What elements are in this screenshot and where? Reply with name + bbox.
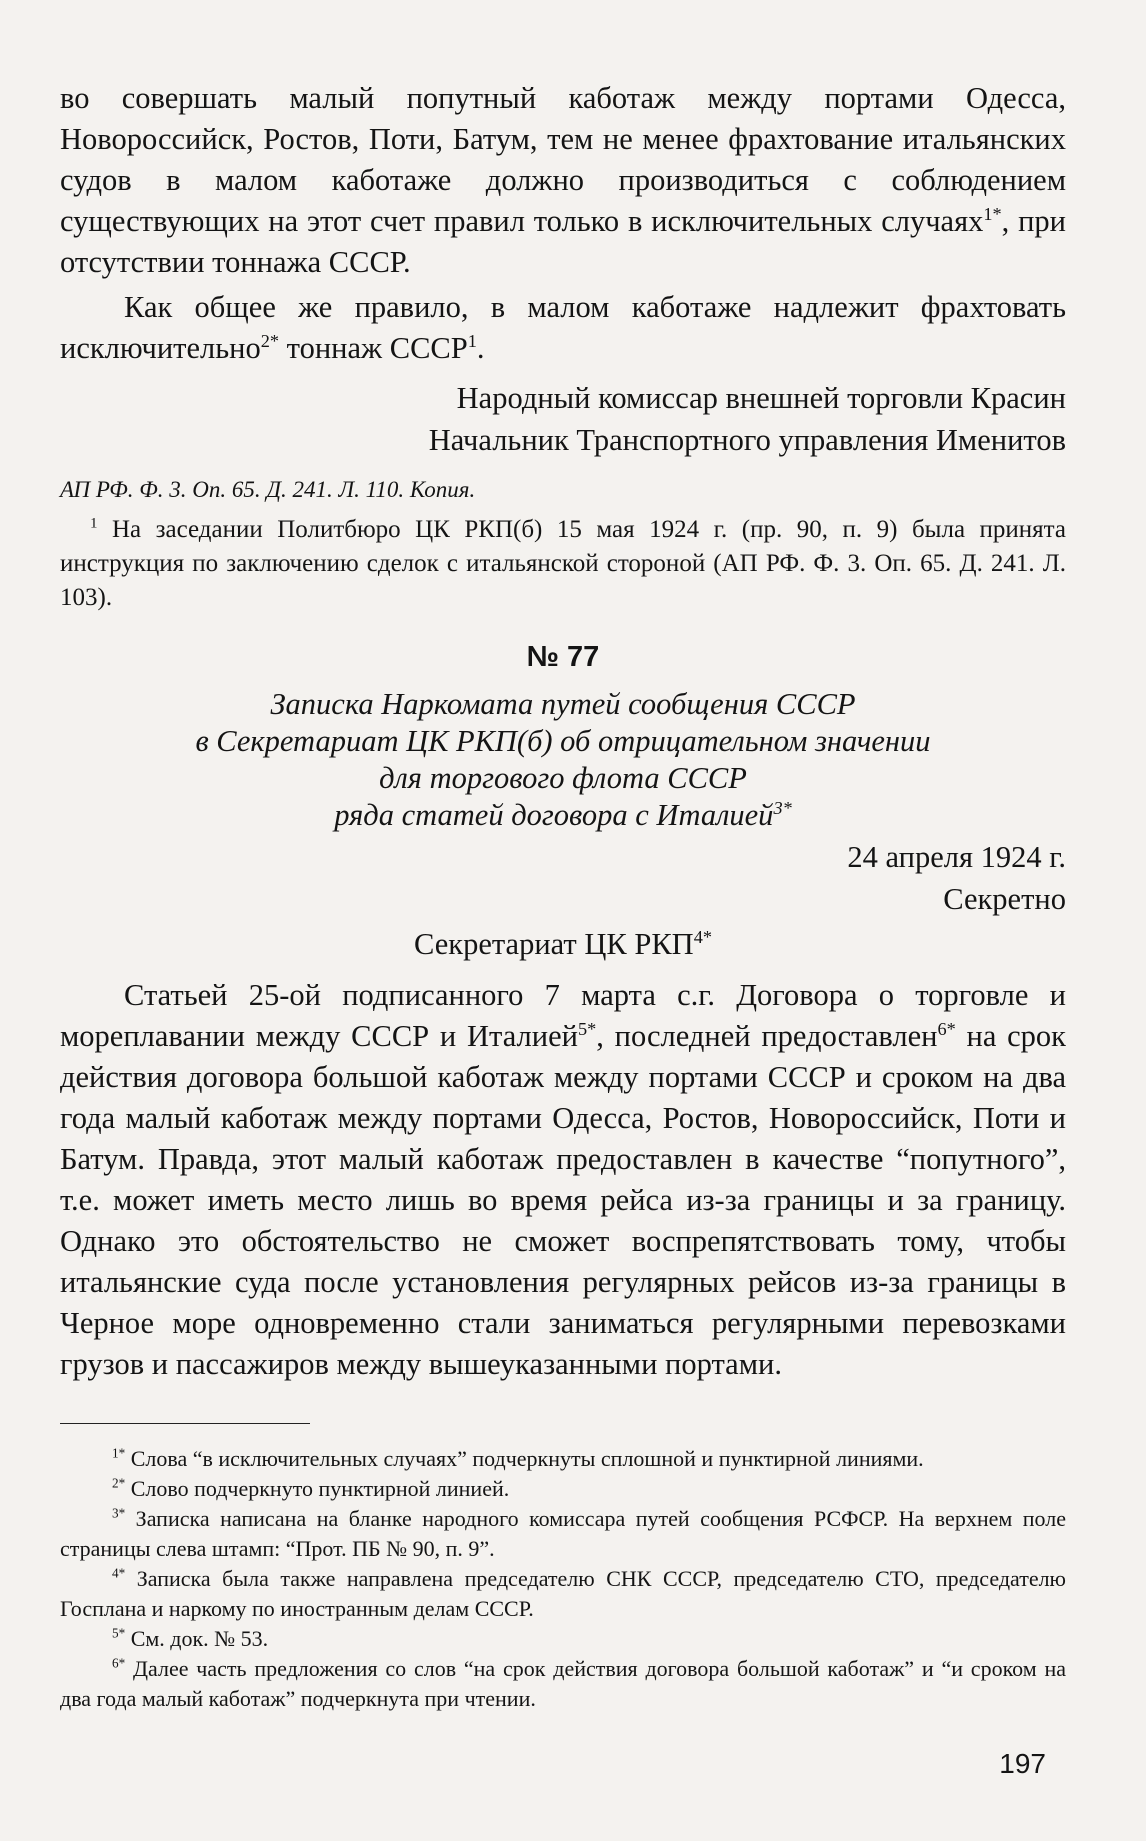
signature-krasin: Народный комиссар внешней торговли Красин [456,381,1066,415]
footnote-divider [60,1423,310,1424]
signature-imenitov: Начальник Транспортного управления Именитов [428,423,1066,457]
footnote-4: $^{4*}$ Записка была также направлена председателю СНК СССР, председателю СТО, председателю Госплана и наркому по иностранным делам СССР. [60,1565,1066,1621]
footnote-ref: 1* [983,203,1002,224]
body-paragraph: Статьей 25-ой подписанного 7 марта с.г. Договора о торговле и мореплавании между СССР и Италией$^{5*}$, последней предоставлен$^{6*}$ на срок действия договора большой каботаж между портами СССР и сроком на два года малый каботаж между портами Одесса, Ростов, Новороссийск, Поти и Батум. Правда, этот малый каботаж предоставлен в качестве “попутного”, т.е. может иметь место лишь во время рейса из-за границы и за границу. Однако это обстоятельство не сможет воспрепятствовать тому, чтобы итальянские суда после установления регулярных рейсов из-за границы в Черное море одновременно стали заниматься регулярными перевозками грузов и пассажиров между вышеуказанными портами. [60,978,1067,1381]
footnote-5: $^{5*}$ См. док. № 53. [112,1625,269,1651]
document-number: № 77 [526,641,600,673]
document-title-line-2: в Секретариат ЦК РКП(б) об отрицательном значении [195,724,931,758]
footnote-3: $^{3*}$ Записка написана на бланке народного комиссара путей сообщения РСФСР. На верхнем поле страницы слева штамп: “Прот. ПБ № 90, п. 9”. [60,1505,1066,1561]
footnote-ref: 4* [693,926,712,947]
footnote-ref: 5* [577,1018,597,1039]
document-title-line-3: для торгового флота СССР [379,761,747,795]
footnote-1: $^{1*}$ Слова “в исключительных случаях” подчеркнуты сплошной и пунктирной линиями. [112,1445,924,1471]
document-page [60,78,1066,1714]
footnote-6: $^{6*}$ Далее часть предложения со слов “на срок действия договора большой каботаж” и “и сроком на два года малый каботаж” подчеркнута при чтении. [60,1655,1066,1711]
classification-mark: Секретно [943,882,1066,916]
editorial-note: $^1$ На заседании Политбюро ЦК РКП(б) 15 мая 1924 г. (пр. 90, п. 9) была принята инструкция по заключению сделок с итальянской стороной (АП РФ. Ф. 3. Оп. 65. Д. 241. Л. 103). [60,515,1066,611]
footnote-ref: 2* [260,330,280,351]
addressee: Секретариат ЦК $РКП^{4*}$ [414,926,712,961]
footnote-ref: 3* [773,797,792,818]
opening-paragraph: во совершать малый попутный каботаж между портами Одесса, Новороссийск, Ростов, Поти, Батум, тем не менее фрахтование итальянских судов в малом каботаже должно производиться с соблюдением существующих на этот счет правил только в исключительных случаях$^{1*}$, при отсутствии тоннажа СССР. [60,81,1066,279]
footnote-ref: 6* [937,1018,956,1039]
document-date: 24 апреля 1924 г. [847,840,1066,874]
general-rule-paragraph: Как общее же правило, в малом каботаже надлежит фрахтовать исключительно$^{2*}$ тоннаж СССР$^1$. [60,290,1066,365]
page-number: 197 [999,1748,1046,1779]
archive-reference: АП РФ. Ф. 3. Оп. 65. Д. 241. Л. 110. Копия. [60,477,476,502]
endnote-ref: 1 [467,330,477,351]
footnote-2: $^{2*}$ Слово подчеркнуто пунктирной линией. [112,1475,510,1501]
document-title-line-1: Записка Наркомата путей сообщения СССР [270,687,856,721]
document-title-line-4: ряда статей договора с Италией$^{3*}$ [334,797,792,832]
